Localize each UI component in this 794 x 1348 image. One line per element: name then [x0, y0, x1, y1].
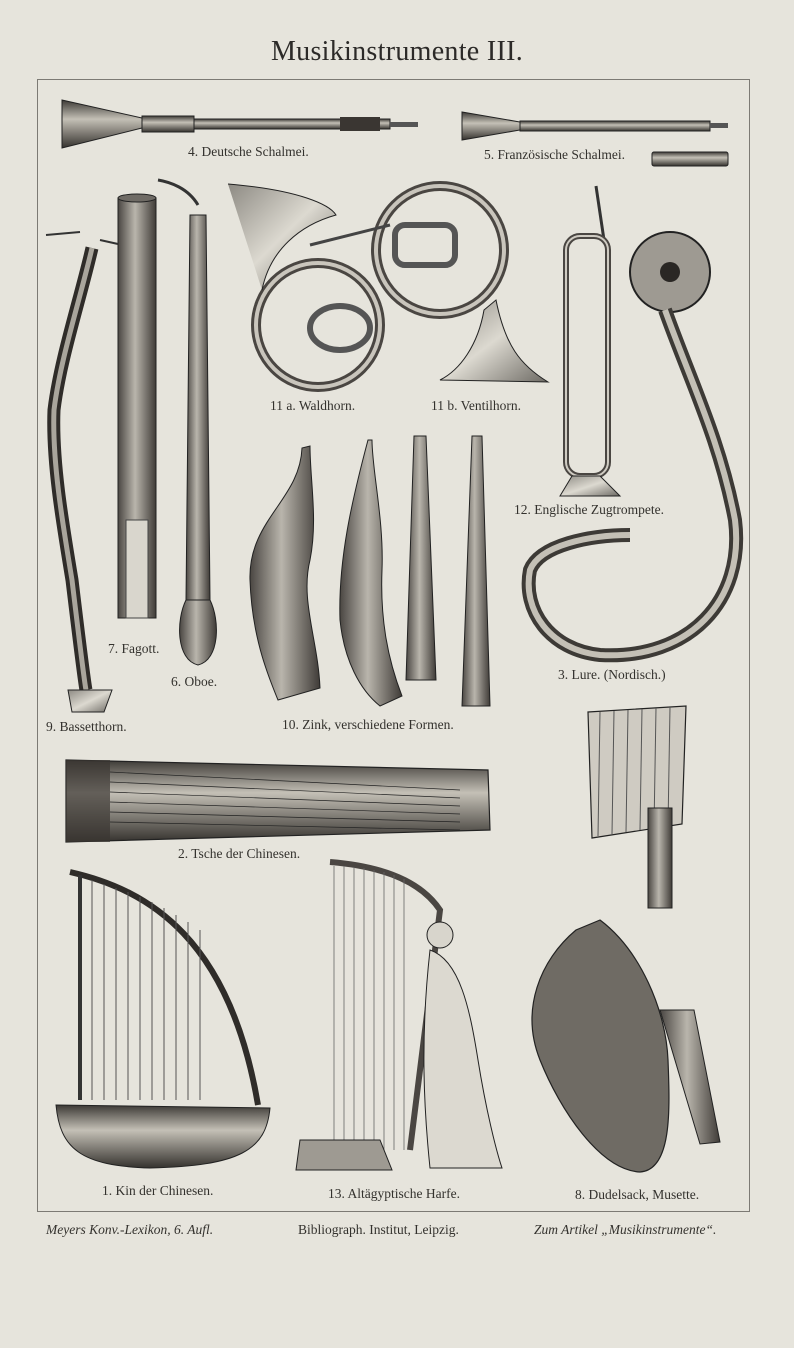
- caption-fagott: 7. Fagott.: [108, 641, 160, 656]
- englische-zugtrompete-drawing: [560, 186, 620, 496]
- footer-article-reference: Zum Artikel „Musikinstrumente“.: [534, 1222, 717, 1237]
- zink-drawing: [250, 436, 490, 706]
- oboe-drawing: [158, 180, 216, 665]
- caption-englische-zugtrompete: 12. Englische Zugtrompete.: [514, 502, 664, 517]
- harfe-drawing: [296, 862, 502, 1170]
- caption-tsche: 2. Tsche der Chinesen.: [178, 846, 301, 861]
- page-title: Musikinstrumente III.: [270, 36, 524, 67]
- bassetthorn-drawing: [46, 232, 112, 712]
- caption-oboe: 6. Oboe.: [171, 674, 218, 689]
- caption-ventilhorn: 11 b. Ventilhorn.: [431, 398, 521, 413]
- caption-dudelsack: 8. Dudelsack, Musette.: [575, 1187, 700, 1202]
- waldhorn-drawing: [228, 184, 380, 387]
- caption-deutsche-schalmei: 4. Deutsche Schalmei.: [188, 144, 309, 159]
- caption-kin: 1. Kin der Chinesen.: [102, 1183, 214, 1198]
- kin-drawing: [56, 872, 270, 1168]
- fagott-drawing: [100, 194, 156, 618]
- caption-harfe: 13. Altägyptische Harfe.: [328, 1186, 460, 1201]
- footer-publisher-institute: Bibliograph. Institut, Leipzig.: [298, 1222, 459, 1237]
- footer-publisher-lexikon: Meyers Konv.-Lexikon, 6. Aufl.: [46, 1222, 214, 1237]
- caption-waldhorn: 11 a. Waldhorn.: [270, 398, 356, 413]
- caption-lure: 3. Lure. (Nordisch.): [558, 667, 666, 682]
- caption-franzoesische-schalmei: 5. Französische Schalmei.: [484, 147, 625, 162]
- dudelsack-drawing: [532, 706, 720, 1172]
- tsche-drawing: [66, 760, 490, 842]
- caption-zink: 10. Zink, verschiedene Formen.: [282, 717, 454, 732]
- lure-drawing: [529, 232, 737, 655]
- caption-bassetthorn: 9. Bassetthorn.: [46, 719, 127, 734]
- deutsche-schalmei-drawing: [62, 100, 418, 148]
